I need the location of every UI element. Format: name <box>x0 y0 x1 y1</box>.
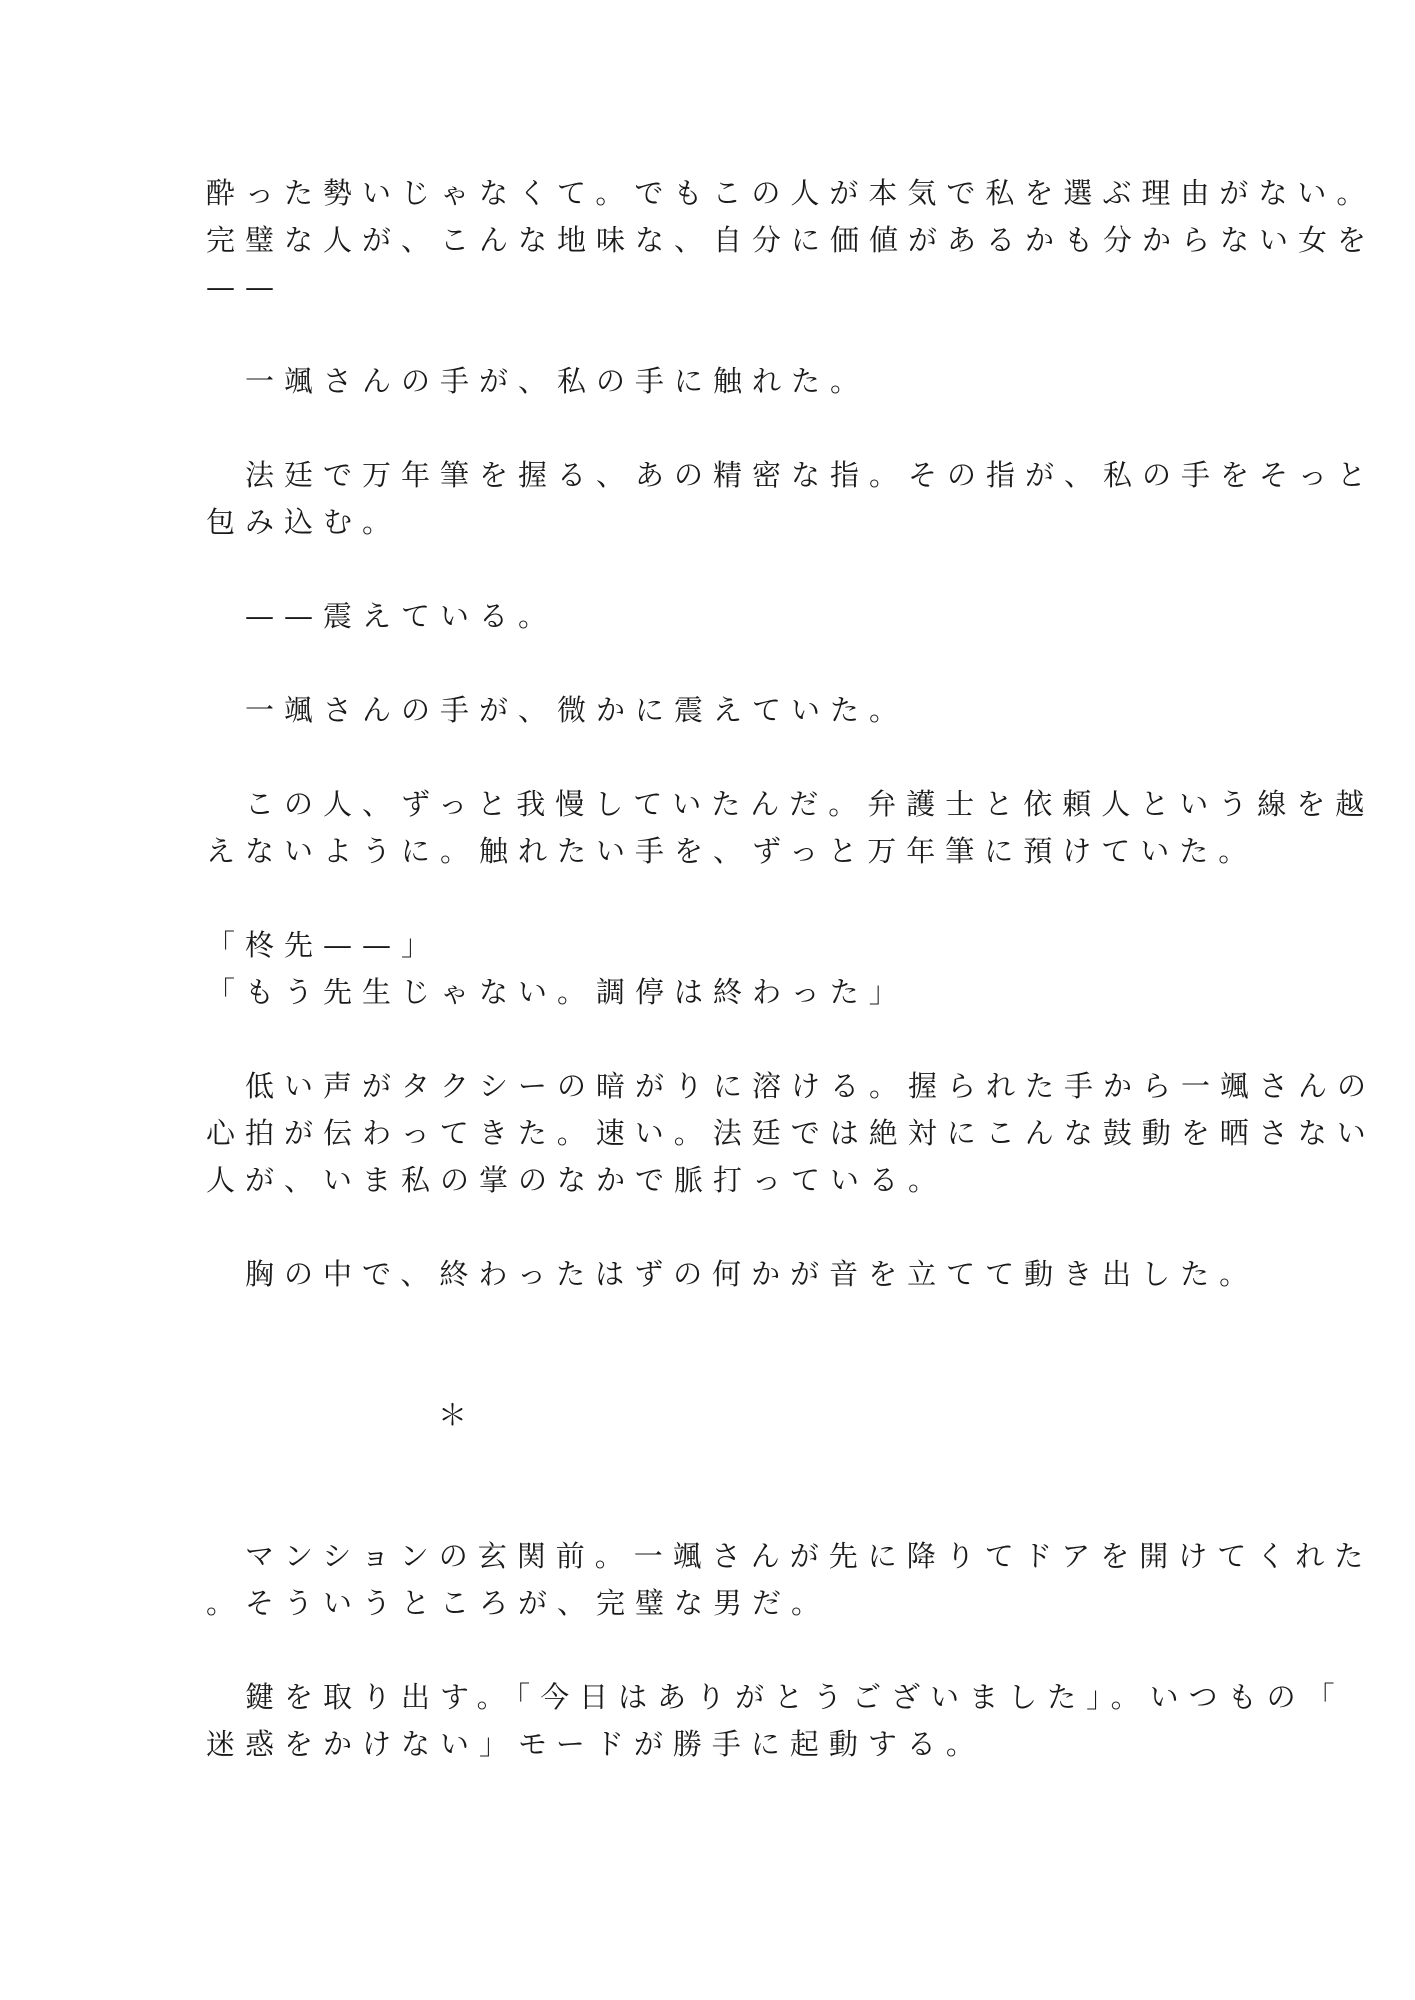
dialogue-line: 「もう先生じゃない。調停は終わった」 <box>206 975 908 1009</box>
text-line: 酔った勢いじゃなくて。でもこの人が本気で私を選ぶ理由がない。 <box>206 176 1376 210</box>
section-gap <box>206 1298 1186 1392</box>
text-line: 胸の中で、終わったはずの何かが音を立てて動き出した。 <box>206 1257 1259 1291</box>
text-line: 心拍が伝わってきた。速い。法廷では絶対にこんな鼓動を晒さない <box>206 1116 1376 1150</box>
section-break <box>206 1392 1186 1439</box>
text-line: 鍵を取り出す。「今日はありがとうございました」。いつもの「 <box>206 1680 1345 1714</box>
paragraph-gap <box>206 640 1186 687</box>
text-line: —— <box>206 270 284 304</box>
text-line: えないように。触れたい手を、ずっと万年筆に預けていた。 <box>206 834 1258 868</box>
text-line: 。そういうところが、完璧な男だ。 <box>206 1586 831 1620</box>
text-line: 人が、いま私の掌のなかで脈打っている。 <box>206 1163 948 1197</box>
text-line: 一颯さんの手が、私の手に触れた。 <box>206 364 870 398</box>
text-line: 低い声がタクシーの暗がりに溶ける。握られた手から一颯さんの <box>206 1069 1377 1103</box>
paragraph-gap <box>206 546 1186 593</box>
paragraph-gap <box>206 405 1186 452</box>
text-line: この人、ずっと我慢していたんだ。弁護士と依頼人という線を越 <box>206 787 1375 821</box>
text-line: 完璧な人が、こんな地味な、自分に価値があるかも分からない女を <box>206 223 1377 257</box>
paragraph-gap <box>206 1204 1186 1251</box>
section-gap <box>206 1439 1186 1533</box>
text-line: 一颯さんの手が、微かに震えていた。 <box>206 693 909 727</box>
paragraph-gap <box>206 1627 1186 1674</box>
section-break-mark: ＊ <box>438 1398 478 1432</box>
text-line: 包み込む。 <box>206 505 402 539</box>
text-line: 迷惑をかけない」モードが勝手に起動する。 <box>206 1727 985 1761</box>
text-line: マンションの玄関前。一颯さんが先に降りてドアを開けてくれた <box>206 1539 1374 1573</box>
paragraph-gap <box>206 311 1186 358</box>
dialogue-line: 「柊先——」 <box>206 928 441 962</box>
paragraph-gap <box>206 734 1186 781</box>
text-line: 法廷で万年筆を握る、あの精密な指。その指が、私の手をそっと <box>206 458 1377 492</box>
text-line: ——震えている。 <box>206 599 558 633</box>
paragraph-gap <box>206 1016 1186 1063</box>
novel-text <box>206 170 1377 1768</box>
paragraph-gap <box>206 875 1186 922</box>
